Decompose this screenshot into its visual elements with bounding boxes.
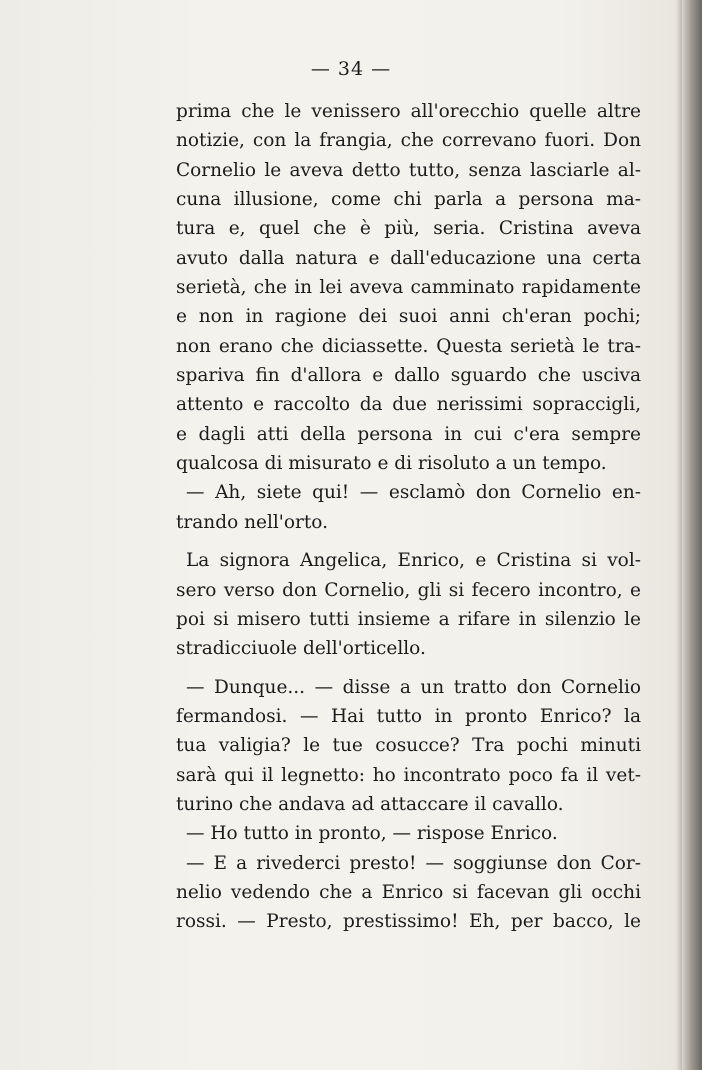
text-line: — Ah, siete qui! — esclamò don Cornelio en- (186, 482, 641, 504)
text-line: spariva fin d'allora e dallo sguardo che usciva (176, 365, 641, 387)
text-line: poi si misero tutti insieme a rifare in silenzio le (176, 608, 641, 630)
text-line: sarà qui il legnetto: ho incontrato poco fa il vet- (176, 764, 641, 786)
text-line: nelio vedendo che a Enrico si facevan gli occhi (176, 881, 641, 903)
text-line: tua valigia? le tue cosucce? Tra pochi minuti (176, 735, 641, 757)
text-line: rossi. — Presto, prestissimo! Eh, per bacco, le (176, 911, 641, 933)
text-line: prima che le venissero all'orecchio quelle altre (176, 101, 641, 122)
page-number: — 34 — (310, 58, 392, 80)
text-line: non erano che diciassette. Questa serietà le tra- (176, 335, 641, 357)
text-line: attento e raccolto da due nerissimi sopraccigli, (176, 394, 641, 416)
text-line: tura e, quel che è più, seria. Cristina aveva (176, 218, 641, 240)
text-line: qualcosa di misurato e di risoluto a un tempo. (176, 453, 607, 475)
text-line: — Dunque... — disse a un tratto don Cornelio (186, 676, 641, 698)
text-line: e non in ragione dei suoi anni ch'eran pochi; (176, 306, 641, 328)
text-line: — Ho tutto in pronto, — rispose Enrico. (186, 823, 558, 845)
text-line: e dagli atti della persona in cui c'era sempre (176, 423, 641, 445)
body-text (176, 97, 641, 937)
text-line: Cornelio le aveva detto tutto, senza lasciarle al- (176, 159, 641, 181)
text-line: La signora Angelica, Enrico, e Cristina si vol- (186, 550, 641, 572)
text-line: stradicciuole dell'orticello. (176, 638, 426, 660)
text-line: cuna illusione, come chi parla a persona ma- (176, 189, 641, 211)
page-edge (682, 0, 702, 1070)
text-line: notizie, con la frangia, che correvano fuori. Don (176, 130, 641, 152)
text-line: sero verso don Cornelio, gli si fecero incontro, e (176, 579, 641, 601)
text-line: serietà, che in lei aveva camminato rapidamente (176, 277, 641, 299)
text-line: avuto dalla natura e dall'educazione una certa (176, 247, 641, 269)
text-line: — E a rivederci presto! — soggiunse don Cor- (186, 852, 641, 874)
text-line: trando nell'orto. (176, 511, 328, 533)
text-line: fermandosi. — Hai tutto in pronto Enrico? la (176, 705, 641, 727)
text-line: turino che andava ad attaccare il cavallo. (176, 793, 564, 815)
